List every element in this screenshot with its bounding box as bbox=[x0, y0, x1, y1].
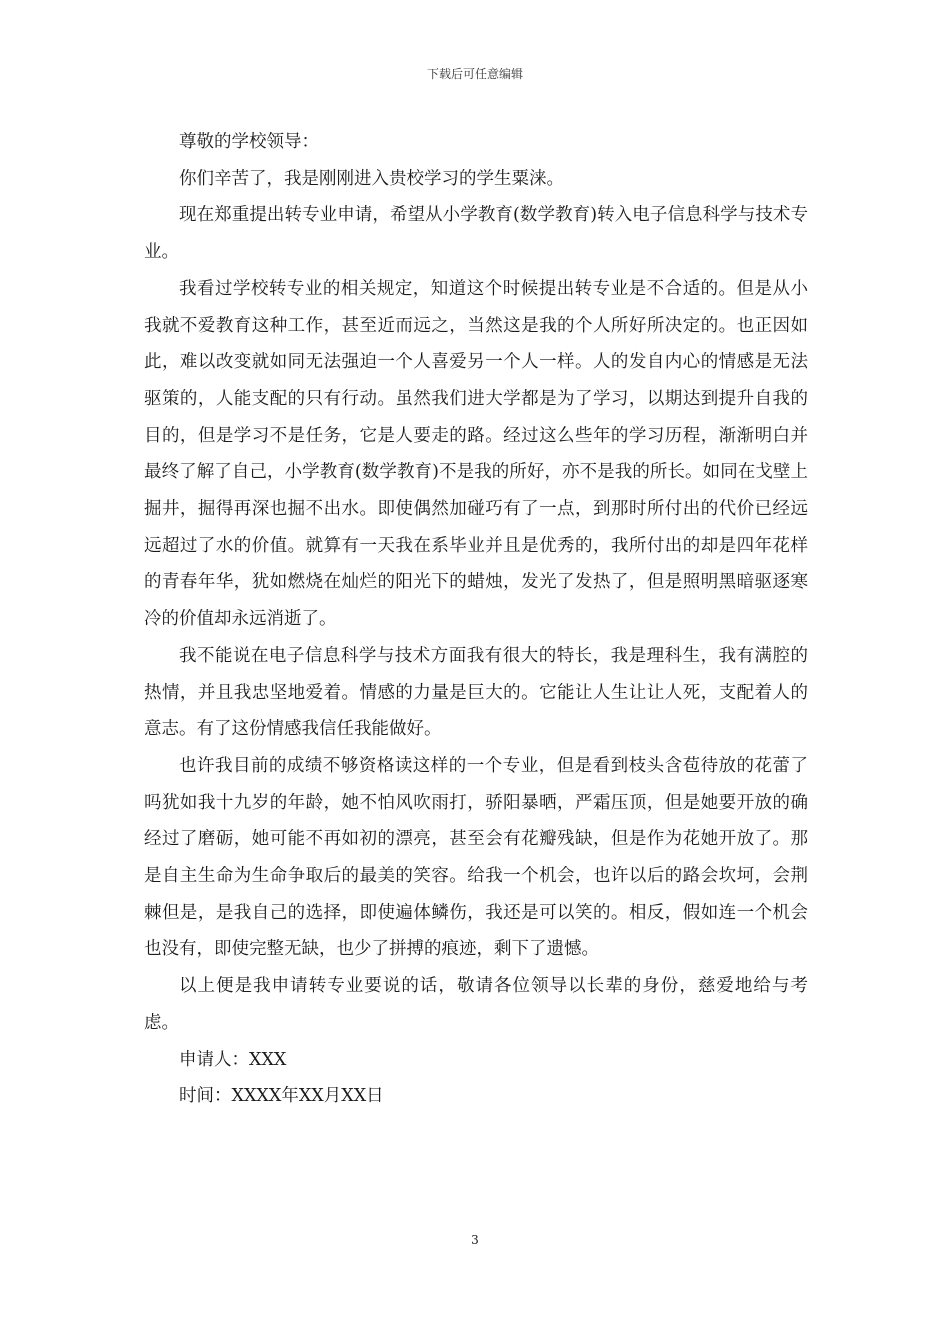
document-body bbox=[144, 124, 808, 1115]
page-number: 3 bbox=[471, 1233, 479, 1247]
paragraph-request: 现在郑重提出转专业申请，希望从小学教育(数学教育)转入电子信息科学与技术专业。 bbox=[144, 205, 808, 263]
paragraph-greeting: 你们辛苦了，我是刚刚进入贵校学习的学生粟涞。 bbox=[179, 168, 564, 189]
paragraph-opportunity: 也许我目前的成绩不够资格读这样的一个专业，但是看到枝头含苞待放的花蕾了吗犹如我十九岁的年龄，她不怕风吹雨打，骄阳暴晒，严霜压顶，但是她要开放的确经过了磨砺，她可能不再如初的漂亮，甚至会有花瓣残缺，但是作为花她开放了。那是自主生命为生命争取后的最美的笑容。给我一个机会，也许以后的路会坎坷，会荆棘但是，是我自己的选择，即使遍体鳞伤，我还是可以笑的。相反，假如连一个机会也没有，即使完整无缺，也少了拼搏的痕迹，剩下了遗憾。 bbox=[144, 755, 808, 960]
salutation: 尊敬的学校领导： bbox=[179, 132, 319, 152]
paragraph-closing: 以上便是我申请转专业要说的话，敬请各位领导以长辈的身份，慈爱地给与考虑。 bbox=[144, 976, 808, 1033]
paragraph-passion: 我不能说在电子信息科学与技术方面我有很大的特长，我是理科生，我有满腔的热情，并且我忠坚地爱着。情感的力量是巨大的。它能让人生让让人死，支配着人的意志。有了这份情感我信任我能做好。 bbox=[144, 645, 808, 740]
date-line: 时间：XXXX年XX月XX日 bbox=[179, 1086, 384, 1107]
page-header: 下载后可任意编辑 bbox=[426, 67, 523, 81]
paragraph-reasons: 我看过学校转专业的相关规定，知道这个时候提出转专业是不合适的。但是从小我就不爱教育这种工作，甚至近而远之，当然这是我的个人所好所决定的。也正因如此，难以改变就如同无法强迫一个人喜爱另一个人一样。人的发自内心的情感是无法驱策的，人能支配的只有行动。虽然我们进大学都是为了学习，以期达到提升自我的目的，但是学习不是任务，它是人要走的路。经过这么些年的学习历程，渐渐明白并最终了解了自己，小学教育(数学教育)不是我的所好，亦不是我的所长。如同在戈壁上掘井，掘得再深也掘不出水。即使偶然加碰巧有了一点，到那时所付出的代价已经远远超过了水的价值。就算有一天我在系毕业并且是优秀的，我所付出的却是四年花样的青春年华，犹如燃烧在灿烂的阳光下的蜡烛，发光了发热了，但是照明黑暗驱逐寒冷的价值却永远消逝了。 bbox=[144, 278, 808, 630]
applicant-line: 申请人：XXX bbox=[179, 1049, 287, 1070]
